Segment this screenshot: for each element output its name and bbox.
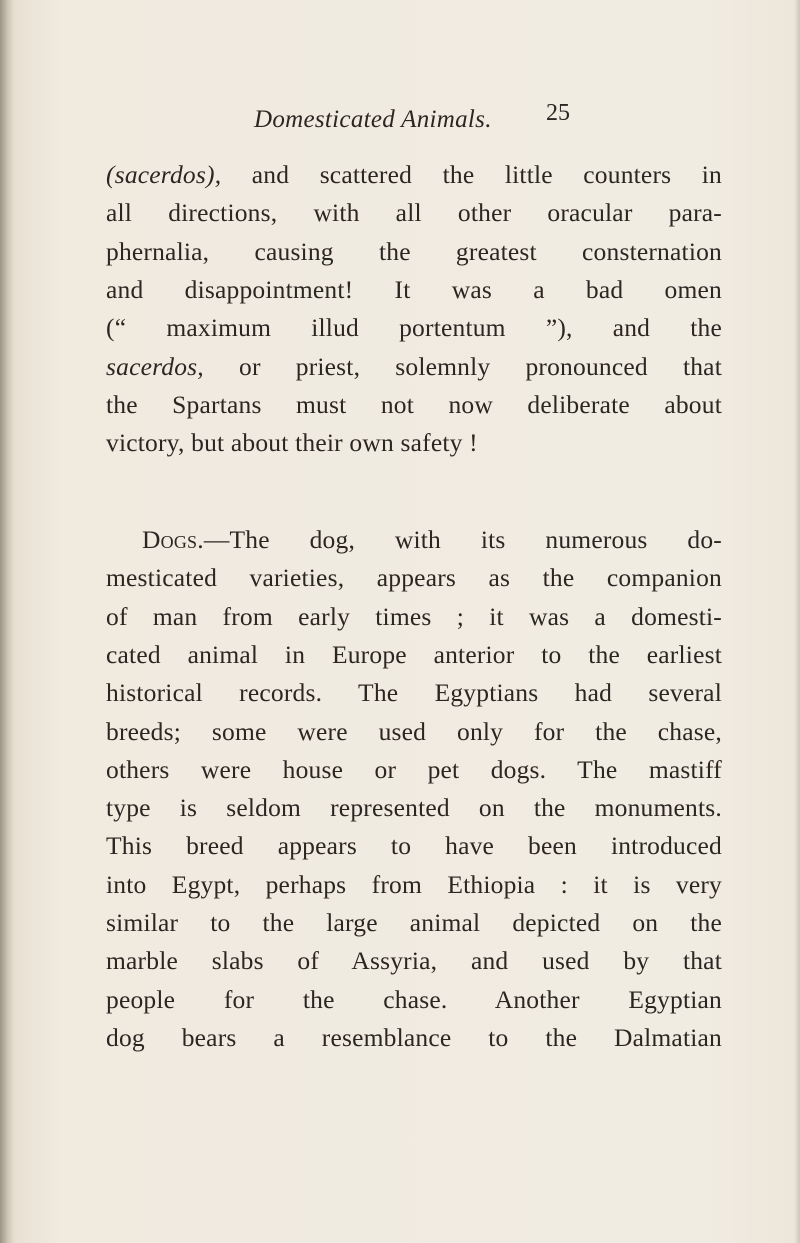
page-number: 25	[546, 100, 570, 126]
text-segment: or priest, solemnly pronounced that	[203, 351, 722, 381]
text-line: This breed appears to have been introduced	[106, 831, 722, 861]
text-line: others were house or pet dogs. The mastiff	[106, 754, 722, 784]
text-line: and disappointment! It was a bad omen	[106, 274, 722, 304]
text-line: people for the chase. Another Egyptian	[106, 984, 722, 1014]
text-line: breeds; some were used only for the chase,	[106, 716, 722, 746]
text-line	[106, 348, 722, 386]
gutter-shadow	[0, 0, 14, 1243]
text-line: into Egypt, perhaps from Ethiopia : it is very	[106, 869, 722, 899]
text-line: historical records. The Egyptians had several	[106, 678, 722, 708]
text-line: (“ maximum illud portentum ”), and the	[106, 313, 722, 343]
text-line: phernalia, causing the greatest consternation	[106, 236, 722, 266]
text-line: of man from early times ; it was a domesti-	[106, 601, 722, 631]
text-line: dog bears a resemblance to the Dalmatian	[106, 1022, 722, 1052]
latin-term: (sacerdos),	[106, 160, 222, 189]
section-heading: Dogs.	[142, 525, 204, 554]
text-segment: —The dog, with its numerous do-	[203, 525, 722, 554]
text-line: cated animal in Europe anterior to the earliest	[106, 639, 722, 669]
page-edge	[794, 0, 800, 1243]
paragraph-start-line	[106, 521, 722, 559]
text-segment: and scattered the little counters in	[221, 160, 722, 189]
text-line: similar to the large animal depicted on the	[106, 908, 722, 937]
text-line: all directions, with all other oracular para-	[106, 198, 722, 228]
text-line: victory, but about their own safety !	[106, 428, 478, 458]
text-line: marble slabs of Assyria, and used by that	[106, 946, 722, 976]
latin-term: sacerdos,	[106, 351, 204, 381]
text-line: type is seldom represented on the monuments.	[106, 793, 722, 823]
text-line	[106, 156, 722, 194]
text-line: mesticated varieties, appears as the companion	[106, 563, 722, 593]
text-line: the Spartans must not now deliberate about	[106, 389, 722, 419]
running-header	[254, 100, 574, 142]
running-title: Domesticated Animals.	[254, 106, 492, 133]
